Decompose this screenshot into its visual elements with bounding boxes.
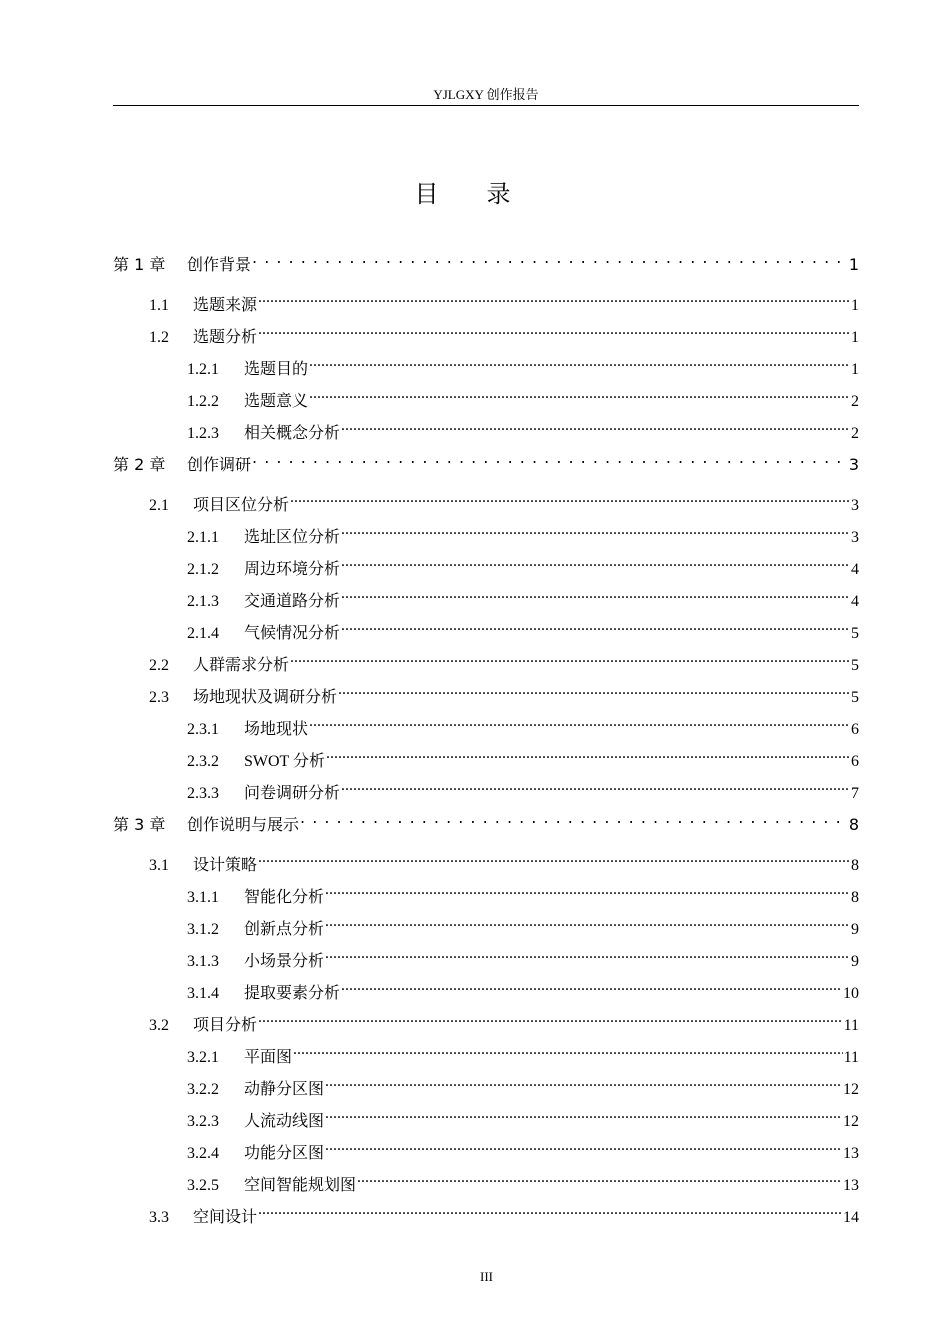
- toc-entry-number: 3.2.1: [187, 1049, 219, 1066]
- toc-entry-page: 7: [851, 785, 859, 802]
- toc-entry-page: 6: [851, 721, 859, 738]
- toc-entry-page: 2: [851, 425, 859, 442]
- toc-leader-dots: [309, 350, 850, 374]
- toc-entry-label: 项目区位分析: [193, 497, 290, 514]
- page-footer: [0, 1268, 950, 1286]
- toc-leader-dots: [341, 414, 850, 438]
- toc-entry-number: 2.1.1: [187, 529, 219, 546]
- toc-entry-page: 14: [843, 1209, 859, 1226]
- toc-leader-dots: [325, 942, 850, 966]
- toc-leader-dots: [338, 678, 850, 702]
- toc-entry-page: 5: [851, 625, 859, 642]
- toc-entry-page: 8: [848, 815, 859, 834]
- toc-leader-dots: [293, 1038, 843, 1062]
- toc-leader-dots: [341, 774, 850, 798]
- toc-section-entry[interactable]: [113, 550, 859, 578]
- toc-entry-page: 6: [851, 753, 859, 770]
- toc-leader-dots: [252, 446, 848, 470]
- toc-entry-number: 1.2.1: [187, 361, 219, 378]
- toc-leader-dots: [290, 486, 850, 510]
- toc-entry-label: 人流动线图: [244, 1113, 325, 1130]
- toc-entry-page: 8: [851, 889, 859, 906]
- toc-entry-page: 8: [851, 857, 859, 874]
- toc-section-entry[interactable]: [113, 286, 859, 314]
- toc-leader-dots: [325, 910, 850, 934]
- toc-leader-dots: [258, 846, 850, 870]
- toc-leader-dots: [258, 286, 850, 310]
- toc-entry-number: 3.2.3: [187, 1113, 219, 1130]
- toc-leader-dots: [326, 742, 850, 766]
- toc-section-entry[interactable]: [113, 1166, 859, 1194]
- toc-leader-dots: [341, 974, 842, 998]
- toc-leader-dots: [341, 582, 850, 606]
- toc-entry-label: SWOT 分析: [244, 753, 326, 770]
- toc-leader-dots: [290, 646, 850, 670]
- toc-section-entry[interactable]: [113, 846, 859, 874]
- toc-entry-page: 4: [851, 593, 859, 610]
- toc-entry-page: 12: [843, 1081, 859, 1098]
- toc-leader-dots: [258, 1006, 843, 1030]
- toc-entry-label: 项目分析: [193, 1017, 258, 1034]
- header-text: YJLGXY 创作报告: [433, 87, 539, 102]
- toc-entry-label: 创新点分析: [244, 921, 325, 938]
- toc-entry-number: 3.1.3: [187, 953, 219, 970]
- toc-section-entry[interactable]: [113, 1198, 859, 1226]
- toc-section-entry[interactable]: [113, 582, 859, 610]
- toc-entry-number: 2.3.2: [187, 753, 219, 770]
- toc-entry-page: 1: [851, 361, 859, 378]
- toc-entry-label: 创作背景: [187, 255, 252, 274]
- toc-entry-label: 智能化分析: [244, 889, 325, 906]
- toc-entry-number: 2.3.1: [187, 721, 219, 738]
- toc-entry-page: 4: [851, 561, 859, 578]
- toc-entry-page: 9: [851, 953, 859, 970]
- toc-section-entry[interactable]: [113, 742, 859, 770]
- toc-section-entry[interactable]: [113, 1102, 859, 1130]
- toc-entry-label: 气候情况分析: [244, 625, 341, 642]
- toc-entry-number: 3.3: [149, 1209, 169, 1226]
- toc-entry-number: 2.3.3: [187, 785, 219, 802]
- toc-entry-label: 空间设计: [193, 1209, 258, 1226]
- toc-leader-dots: [325, 1070, 842, 1094]
- toc-entry-number: 2.1.3: [187, 593, 219, 610]
- toc-entry-label: 选题来源: [193, 297, 258, 314]
- toc-entry-label: 问卷调研分析: [244, 785, 341, 802]
- toc-entry-number: 第 3 章: [113, 815, 166, 834]
- page-number: III: [480, 1269, 493, 1284]
- toc-entry-page: 3: [851, 497, 859, 514]
- toc-entry-number: 2.1: [149, 497, 169, 514]
- page-header: [113, 86, 859, 106]
- toc-leader-dots: [300, 806, 848, 830]
- toc-chapter-entry[interactable]: [113, 806, 859, 834]
- toc-section-entry[interactable]: [113, 1070, 859, 1098]
- toc-section-entry[interactable]: [113, 710, 859, 738]
- toc-entry-number: 2.1.4: [187, 625, 219, 642]
- toc-entry-page: 13: [843, 1177, 859, 1194]
- toc-section-entry[interactable]: [113, 350, 859, 378]
- toc-leader-dots: [309, 382, 850, 406]
- toc-entry-label: 设计策略: [193, 857, 258, 874]
- toc-entry-number: 3.1: [149, 857, 169, 874]
- toc-leader-dots: [341, 614, 850, 638]
- toc-entry-label: 动静分区图: [244, 1081, 325, 1098]
- toc-entry-label: 场地现状: [244, 721, 309, 738]
- toc-section-entry[interactable]: [113, 942, 859, 970]
- toc-section-entry[interactable]: [113, 878, 859, 906]
- toc-title: 目录: [414, 180, 559, 208]
- toc-section-entry[interactable]: [113, 678, 859, 706]
- toc-section-entry[interactable]: [113, 646, 859, 674]
- toc-entry-page: 9: [851, 921, 859, 938]
- toc-leader-dots: [325, 878, 850, 902]
- toc-entry-number: 1.2: [149, 329, 169, 346]
- toc-entry-page: 5: [851, 689, 859, 706]
- toc-section-entry[interactable]: [113, 486, 859, 514]
- toc-section-entry[interactable]: [113, 1134, 859, 1162]
- toc-entry-label: 相关概念分析: [244, 425, 341, 442]
- toc-section-entry[interactable]: [113, 318, 859, 346]
- toc-entry-page: 11: [843, 1049, 859, 1066]
- toc-entry-label: 选题分析: [193, 329, 258, 346]
- toc-leader-dots: [357, 1166, 842, 1190]
- toc-entry-number: 1.2.3: [187, 425, 219, 442]
- toc-entry-number: 2.1.2: [187, 561, 219, 578]
- toc-entry-page: 10: [843, 985, 859, 1002]
- toc-entry-number: 2.2: [149, 657, 169, 674]
- toc-leader-dots: [252, 246, 848, 270]
- toc-entry-page: 1: [851, 297, 859, 314]
- toc-entry-page: 13: [843, 1145, 859, 1162]
- toc-entry-page: 1: [851, 329, 859, 346]
- toc-entry-number: 3.2: [149, 1017, 169, 1034]
- toc-entry-number: 2.3: [149, 689, 169, 706]
- toc-entry-page: 11: [843, 1017, 859, 1034]
- toc-entry-number: 3.2.4: [187, 1145, 219, 1162]
- toc-entry-page: 3: [848, 455, 859, 474]
- toc-leader-dots: [258, 1198, 842, 1222]
- toc-entry-page: 3: [851, 529, 859, 546]
- toc-entry-number: 3.2.5: [187, 1177, 219, 1194]
- toc-section-entry[interactable]: [113, 518, 859, 546]
- toc-entry-label: 提取要素分析: [244, 985, 341, 1002]
- toc-section-entry[interactable]: [113, 1006, 859, 1034]
- toc-leader-dots: [341, 518, 850, 542]
- toc-entry-number: 第 1 章: [113, 255, 166, 274]
- toc-entry-page: 2: [851, 393, 859, 410]
- toc-entry-page: 12: [843, 1113, 859, 1130]
- toc-entry-label: 选题意义: [244, 393, 309, 410]
- toc-chapter-entry[interactable]: [113, 446, 859, 474]
- toc-entry-label: 人群需求分析: [193, 657, 290, 674]
- toc-entry-number: 3.1.4: [187, 985, 219, 1002]
- toc-entry-label: 功能分区图: [244, 1145, 325, 1162]
- toc-entry-label: 周边环境分析: [244, 561, 341, 578]
- toc-section-entry[interactable]: [113, 414, 859, 442]
- toc-entry-number: 3.2.2: [187, 1081, 219, 1098]
- toc-section-entry[interactable]: [113, 910, 859, 938]
- toc-chapter-entry[interactable]: [113, 246, 859, 274]
- toc-entry-label: 小场景分析: [244, 953, 325, 970]
- toc-leader-dots: [325, 1102, 842, 1126]
- toc-leader-dots: [258, 318, 850, 342]
- toc-entry-number: 3.1.2: [187, 921, 219, 938]
- toc-entry-label: 选题目的: [244, 361, 309, 378]
- toc-entry-label: 平面图: [244, 1049, 293, 1066]
- toc-section-entry[interactable]: [113, 1038, 859, 1066]
- toc-section-entry[interactable]: [113, 974, 859, 1002]
- toc-leader-dots: [325, 1134, 842, 1158]
- toc-section-entry[interactable]: [113, 614, 859, 642]
- toc-entry-label: 场地现状及调研分析: [193, 689, 338, 706]
- toc-entry-number: 第 2 章: [113, 455, 166, 474]
- toc-entry-number: 3.1.1: [187, 889, 219, 906]
- toc-leader-dots: [309, 710, 850, 734]
- toc-entry-page: 1: [848, 255, 859, 274]
- toc-entry-number: 1.1: [149, 297, 169, 314]
- toc-entry-number: 1.2.2: [187, 393, 219, 410]
- toc-entry-label: 创作调研: [187, 455, 252, 474]
- toc-section-entry[interactable]: [113, 382, 859, 410]
- toc-entry-label: 创作说明与展示: [187, 815, 300, 834]
- toc-entry-label: 交通道路分析: [244, 593, 341, 610]
- toc-section-entry[interactable]: [113, 774, 859, 802]
- toc-entry-page: 5: [851, 657, 859, 674]
- toc-leader-dots: [341, 550, 850, 574]
- toc-entry-label: 空间智能规划图: [244, 1177, 357, 1194]
- toc-entry-label: 选址区位分析: [244, 529, 341, 546]
